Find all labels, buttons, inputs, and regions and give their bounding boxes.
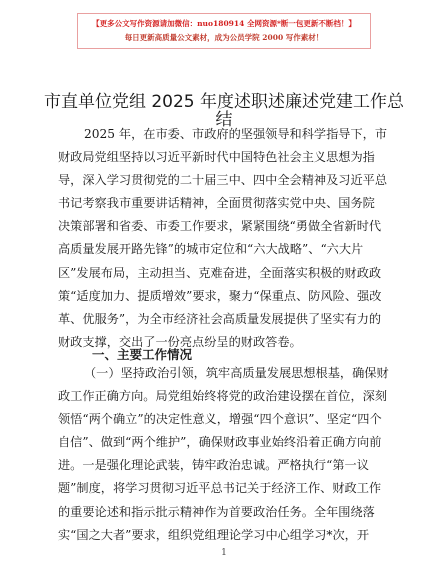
- text-line: 自信”、做到“两个维护”，确保财政事业始终沿着正确方向前: [58, 435, 382, 450]
- document-title-continued: 结: [215, 110, 233, 130]
- text-line: 策“适度加力、提质增效”要求，聚力“保重点、防风险、强改: [58, 288, 382, 303]
- paragraph-1: [58, 123, 398, 354]
- paragraph-2: [58, 362, 398, 547]
- promo-line-2: 每日更新高质量公文素材，成为公员学院 2000 写作素材！: [124, 33, 324, 42]
- text-line: 高质量发展开路先锋”的城市定位和“六大战略”、“六大片: [58, 242, 364, 257]
- text-line: 财政局党组坚持以习近平新时代中国特色社会主义思想为指: [58, 150, 375, 165]
- text-line: 2025 年，在市委、市政府的坚强领导和科学指导下，市: [84, 127, 388, 141]
- text-line: （一）坚持政治引领，筑牢高质量发展思想根基，确保财: [84, 366, 389, 380]
- text-line: 进。一是强化理论武装，铸牢政治忠诚。严格执行“第一议: [58, 458, 369, 473]
- text-line: 决策部署和省委、市委工作要求，紧紧围绕“勇做全省新时代: [58, 219, 382, 234]
- text-line: 革、优服务”，为全市经济社会高质量发展提供了坚实有力的: [58, 311, 382, 326]
- text-line: 的重要论述和指示批示精神作为首要政治任务。全年围绕落: [58, 504, 375, 519]
- page-number: 1: [221, 548, 227, 558]
- text-line: 书记考察我市重要讲话精神，全面贯彻落实党中央、国务院: [58, 196, 375, 211]
- text-line: 实“国之大者”要求，组织党组理论学习中心组学习*次，开: [58, 527, 370, 542]
- document-title: 市直单位党组 2025 年度述职述廉述党建工作总: [43, 92, 405, 112]
- text-line: 导，深入学习贯彻党的二十届三中、四中全会精神及习近平总: [58, 173, 388, 188]
- text-line: 题”制度，将学习贯彻习近平总书记关于经济工作、财政工作: [58, 481, 382, 496]
- text-line: 区”发展布局，主动担当、克难奋进，全面落实积极的财政政: [58, 265, 382, 280]
- text-line: 财政支撑，交出了一份亮点纷呈的财政答卷。: [58, 334, 302, 349]
- text-line: 领悟“两个确立”的决定性意义，增强“四个意识”、坚定“四个: [58, 412, 382, 427]
- promo-line-1: 【更多公文写作资源请加微信：nuo180914 全网资源*断一包更新不断档！】: [92, 19, 356, 28]
- promo-banner: [77, 13, 371, 49]
- text-line: 政工作正确方向。局党组始终将党的政治建设摆在首位，深刻: [58, 389, 388, 404]
- section-heading: 一、主要工作情况: [92, 347, 193, 362]
